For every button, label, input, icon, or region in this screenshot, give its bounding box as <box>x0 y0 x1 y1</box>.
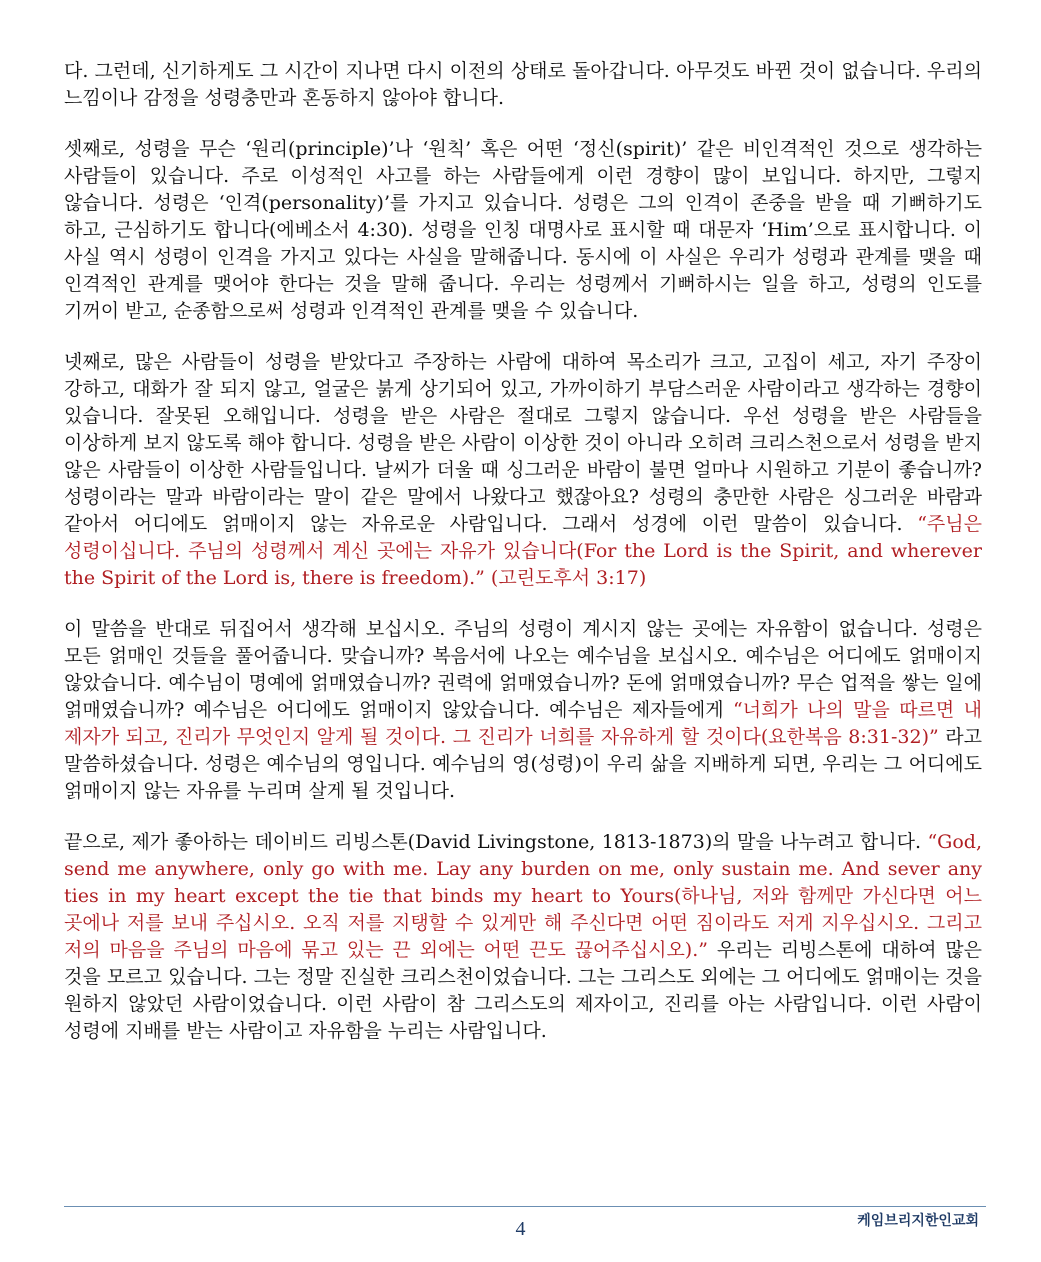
church-name: 케임브리지한인교회 <box>857 1213 979 1229</box>
paragraph-5 <box>64 829 982 1045</box>
paragraph-text: 끝으로, 제가 좋아하는 데이비드 리빙스톤(David Livingstone, 1813-1873)의 말을 나누려고 합니다. <box>64 831 928 853</box>
paragraph-1 <box>64 58 982 112</box>
paragraph-text: 셋째로, 성령을 무슨 ‘원리(principle)’나 ‘원칙’ 혹은 어떤 ‘정신(spirit)’ 같은 비인격적인 것으로 생각하는 사람들이 있습니다. 주로 이성적인 사고를 하는 사람들에게 이런 경향이 많이 보입니다. 하지만, 그렇지 않습니다. 성령은 ‘인격(personality)’를 가지고 있습니다. 성령은 그의 인격이 존중을 받을 때 기뻐하기도 하고, 근심하기도 합니다(에베소서 4:30). 성령을 인칭 대명사로 표시할 때 대문자 ‘Him’으로 표시합니다. 이 사실 역시 성령이 인격을 가지고 있다는 사실을 말해줍니다. 동시에 이 사실은 우리가 성령과 관계를 맺을 때 인격적인 관계를 맺어야 한다는 것을 말해 줍니다. 우리는 성령께서 기뻐하시는 일을 하고, 성령의 인도를 기꺼이 받고, 순종함으로써 성령과 인격적인 관계를 맺을 수 있습니다. <box>64 138 982 322</box>
paragraph-text: 우리는 리빙스톤에 대하여 많은 것을 모르고 있습니다. 그는 정말 진실한 크리스천이었습니다. 그는 그리스도 외에는 그 어디에도 얽매이는 것을 원하지 않았던 사람이었습니다. 이런 사람이 참 그리스도의 제자이고, 진리를 아는 사람입니다. 이런 사람이 성령에 지배를 받는 사람이고 자유함을 누리는 사람입니다. <box>64 939 982 1042</box>
paragraph-2 <box>64 136 982 325</box>
paragraph-text: 넷째로, 많은 사람들이 성령을 받았다고 주장하는 사람에 대하여 목소리가 크고, 고집이 세고, 자기 주장이 강하고, 대화가 잘 되지 않고, 얼굴은 붉게 상기되어 있고, 가까이하기 부담스러운 사람이라고 생각하는 경향이 있습니다. 잘못된 오해입니다. 성령을 받은 사람은 절대로 그렇지 않습니다. 우선 성령을 받은 사람들을 이상하게 보지 않도록 해야 합니다. 성령을 받은 사람이 이상한 것이 아니라 오히려 크리스천으로서 성령을 받지 않은 사람들이 이상한 사람들입니다. 날씨가 더울 때 싱그러운 바람이 불면 얼마나 시원하고 기분이 좋습니까? 성령이라는 말과 바람이라는 말이 같은 말에서 나왔다고 했잖아요? 성령의 충만한 사람은 싱그러운 바람과 같아서 어디에도 얽매이지 않는 자유로운 사람입니다. 그래서 성경에 이런 말씀이 있습니다. <box>64 351 982 535</box>
document-body <box>64 58 982 1069</box>
paragraph-text: 다. 그런데, 신기하게도 그 시간이 지나면 다시 이전의 상태로 돌아갑니다. 아무것도 바뀐 것이 없습니다. 우리의 느낌이나 감정을 성령충만과 혼동하지 않아야 합니다. <box>64 60 982 109</box>
paragraph-3 <box>64 349 982 592</box>
livingstone-quote: “God, send me anywhere, only go with me. Lay any burden on me, only sustain me. And sever any ties in my heart except the tie that binds my heart to Yours(하나님, 저와 함께만 가신다면 어느 곳에나 저를 보내 주십시오. 오직 저를 지탱할 수 있게만 해 주신다면 어떤 짐이라도 저게 지우십시오. 그리고 저의 마음을 주님의 마음에 묶고 있는 끈 외에는 어떤 끈도 끊어주십시오).” <box>64 831 982 961</box>
scripture-quote: “너희가 나의 말을 따르면 내 제자가 되고, 진리가 무엇인지 알게 될 것이다. 그 진리가 너희를 자유하게 할 것이다(요한복음 8:31-32)” <box>64 699 982 748</box>
paragraph-4 <box>64 616 982 805</box>
scripture-quote: “주님은 성령이십니다. 주님의 성령께서 계신 곳에는 자유가 있습니다(For the Lord is the Spirit, and wherever the Spirit of the Lord is, there is freedom).” (고린도후서 3:17) <box>64 513 982 589</box>
footer-divider <box>64 1206 986 1207</box>
paragraph-text: 이 말씀을 반대로 뒤집어서 생각해 보십시오. 주님의 성령이 계시지 않는 곳에는 자유함이 없습니다. 성령은 모든 얽매인 것들을 풀어줍니다. 맞습니까? 복음서에 나오는 예수님을 보십시오. 예수님은 어디에도 얽매이지 않았습니다. 예수님이 명예에 얽매였습니까? 권력에 얽매였습니까? 돈에 얽매였습니까? 무슨 업적을 쌓는 일에 얽매였습니까? 예수님은 어디에도 얽매이지 않았습니다. 예수님은 제자들에게 <box>64 618 982 721</box>
page-number: 4 <box>515 1218 526 1240</box>
paragraph-text: 라고 말씀하셨습니다. 성령은 예수님의 영입니다. 예수님의 영(성령)이 우리 삶을 지배하게 되면, 우리는 그 어디에도 얽매이지 않는 자유를 누리며 살게 될 것입니다. <box>64 726 983 802</box>
